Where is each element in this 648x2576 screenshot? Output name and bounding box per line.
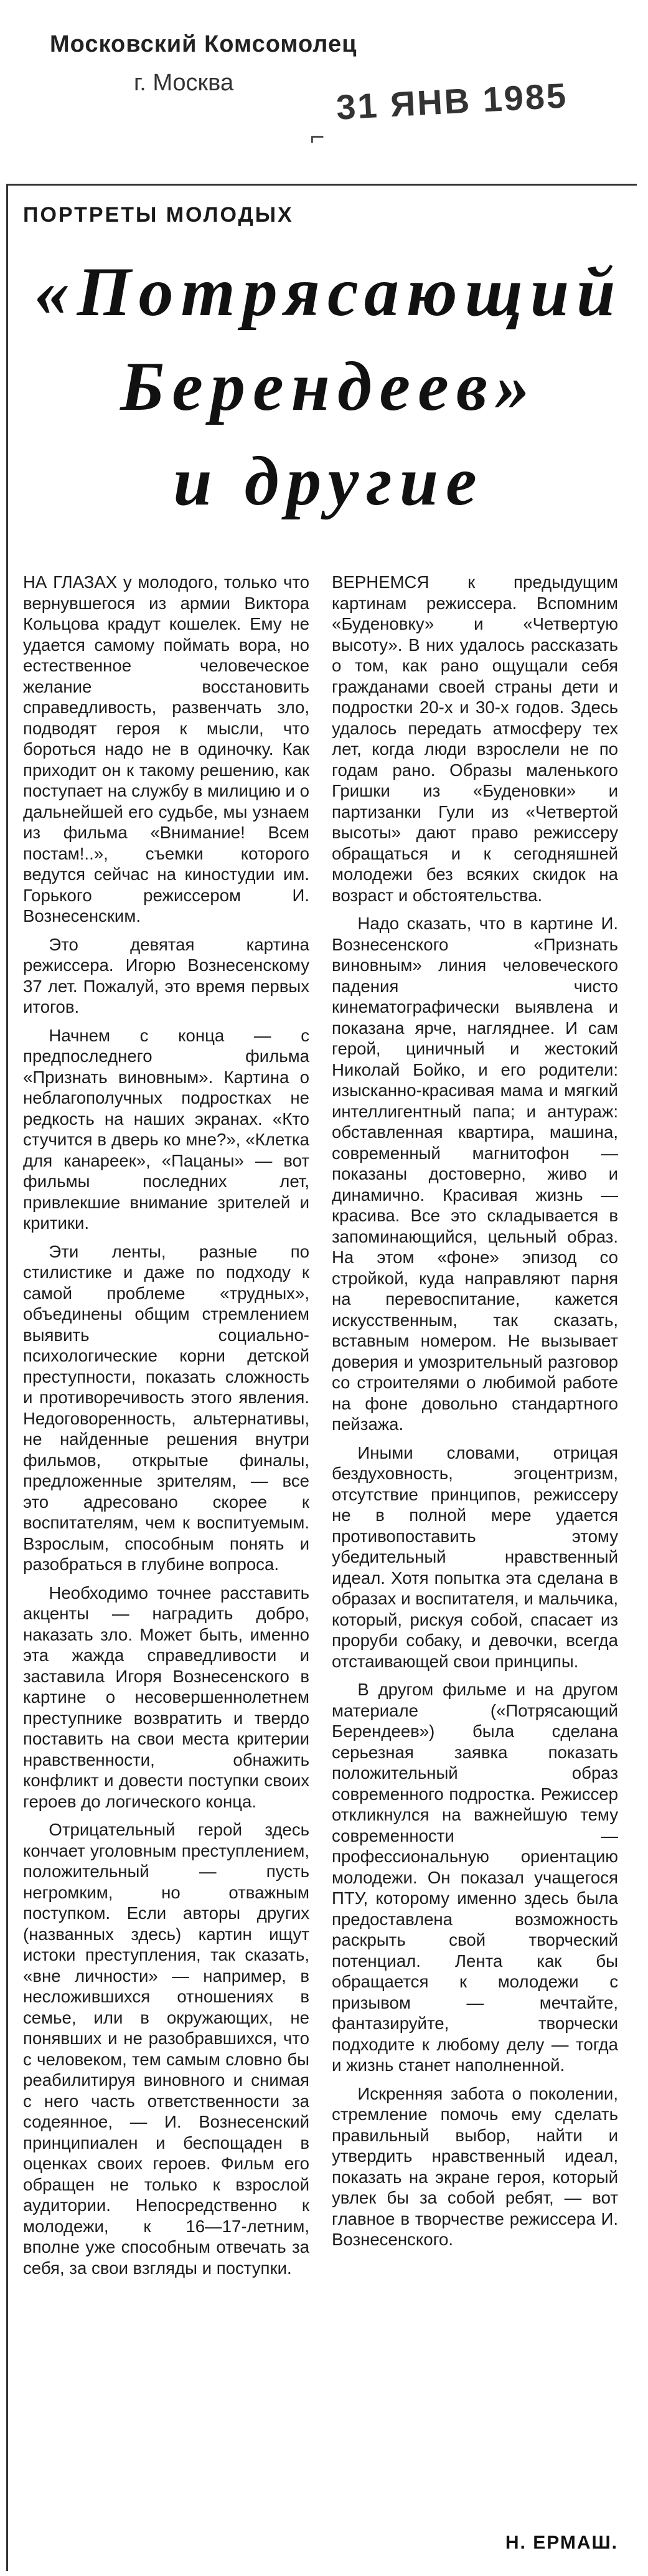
headline-line-1: «Потрясающий [34, 253, 623, 331]
paragraph: НА ГЛАЗАХ у молодого, только что вернувшегося из армии Виктора Кольцова крадут кошелек. Ему не удается самому поймать вора, но естественное человеческое желание восстановить справедливость, развенчать зло, подводят героя к мысли, что бороться надо не в одиночку. Как приходит он к такому решению, как поступает на службу в милицию и о дальнейшей его судьбе, мы узнаем из фильма «Внимание! Всем постам!..», съемки которого ведутся сейчас на киностудии им. Горького режиссером И. Вознесенским. [23, 572, 309, 926]
article [6, 184, 637, 2571]
stamp-newspaper-name: Московский Комсомолец [50, 31, 357, 57]
stamp-date: 31 ЯНВ 1985 [335, 75, 569, 127]
article-headline [27, 245, 631, 529]
headline-line-3: и другие [173, 443, 484, 520]
paragraph: Отрицательный герой здесь кончает уголовным преступлением, положительный — пусть негромким, но отважным поступком. Если авторы других (названных здесь) картин ищут истоки преступления, так сказать, «вне личности» — например, в несложившихся отношениях в семье, или в окружающих, не понявших и не разобравшихся, что с человеком, тем самым словно бы реабилитируя виновного и снимая с него часть ответственности за содеянное, — И. Вознесенский принципиален и беспощаден в оценках своих героев. Фильм его обращен не только к взрослой аудитории. Непосредственно к молодежи, к 16—17-летним, вполне уже способным отвечать за себя, за свои взгляды и поступки. [23, 1820, 309, 2278]
paragraph: Иными словами, отрицая бездуховность, эгоцентризм, отсутствие принципов, режиссеру не в полной мере удается противопоставить этому убедительный нравственный идеал. Хотя попытка эта сделана в образах и воспитателя, и мальчика, который, рискуя собой, спасает из проруби собаку, и девочки, всегда отстаивающей свои принципы. [332, 1442, 618, 1671]
paragraph: Надо сказать, что в картине И. Вознесенского «Признать виновным» линия человеческого падения чисто кинематографически выявлена и показана ярче, нагляднее. И сам герой, циничный и жестокий Николай Бойко, и его родители: изысканно-красивая мама и мягкий интеллигентный папа; и антураж: обставленная квартира, машина, современный магнитофон — показаны достоверно, живо и динамично. Красивая жизнь — красива. Все это складывается в запоминающийся, цельный образ. На этом «фоне» эпизод со стройкой, куда направляют парня на перевоспитание, кажется искусственным, так сказать, вставным номером. Не вызывает доверия и умозрительный разговор со строителями о любимой работе на фоне довольно стандартного пейзажа. [332, 914, 618, 1434]
paragraph: Искренняя забота о поколении, стремление помочь ему сделать правильный выбор, найти и утвердить нравственный идеал, показать на экране героя, который увлек бы за собой ребят, — вот главное в творчестве режиссера И. Вознесенского. [332, 2083, 618, 2249]
article-rubric: ПОРТРЕТЫ МОЛОДЫХ [23, 203, 294, 227]
stamp-city: г. Москва [134, 70, 234, 96]
stamp-mark-icon: ⌐ [310, 123, 325, 151]
article-author: Н. ЕРМАШ. [505, 2532, 618, 2553]
paragraph: Это девятая картина режиссера. Игорю Вознесенскому 37 лет. Пожалуй, это время первых итогов. [23, 934, 309, 1016]
paragraph: Начнем с конца — с предпоследнего фильма «Признать виновным». Картина о неблагополучных подростках не редкость на наших экранах. «Кто стучится в дверь ко мне?», «Клетка для канареек», «Пацаны» — вот фильмы последних лет, привлекшие внимание зрителей и критики. [23, 1025, 309, 1233]
paragraph: Эти ленты, разные по стилистике и даже по подходу к самой проблеме «трудных», объединены общим стремлением выявить социально-психологические корни детской преступности, показать сложность и противоречивость этого явления. Недоговоренность, альтернативы, не найденные решения внутри фильмов, открытые финалы, предложенные зрителям, — все это адресовано скорее к воспитателям, чем к воспитуемым. Взрослым, способным понять и разобраться в глубине вопроса. [23, 1241, 309, 1574]
paragraph: В другом фильме и на другом материале («Потрясающий Берендеев») была сделана серьезная заявка показать положительный образ современного подростка. Режиссер откликнулся на важнейшую тему современности — профессиональную ориентацию молодежи. Он показал учащегося ПТУ, которому именно здесь была предоставлена возможность раскрыть свой творческий потенциал. Лента как бы обращается к молодежи с призывом — мечтайте, фантазируйте, творчески подходите к любому делу — тогда и жизнь станет наполненной. [332, 1680, 618, 2075]
paragraph: ВЕРНЕМСЯ к предыдущим картинам режиссера. Вспомним «Буденовку» и «Четвертую высоту». В них удалось рассказать о том, как рано ощущали себя гражданами своей страны дети и подростки 20-х и 30-х годов. Здесь удалось передать атмосферу тех лет, когда люди взрослели не по годам рано. Образы маленького Гришки из «Буденовки» и партизанки Гули из «Четвертой высоты» дают право режиссеру обращаться и к сегодняшней молодежи без всяких скидок на возраст и обстоятельства. [332, 572, 618, 905]
headline-line-2: Берендеев» [120, 348, 537, 425]
article-column-right [332, 572, 618, 2258]
article-column-left [23, 572, 309, 2286]
paragraph: Необходимо точнее расставить акценты — наградить добро, наказать зло. Может быть, именно эта жажда справедливости и заставила Игоря Вознесенского в картине о несовершеннолетнем преступнике возвратить и твердо поставить на свои места критерии нравственности, обнажить конфликт и довести поступки своих героев до логического конца. [23, 1583, 309, 1811]
archive-stamp [25, 19, 585, 151]
